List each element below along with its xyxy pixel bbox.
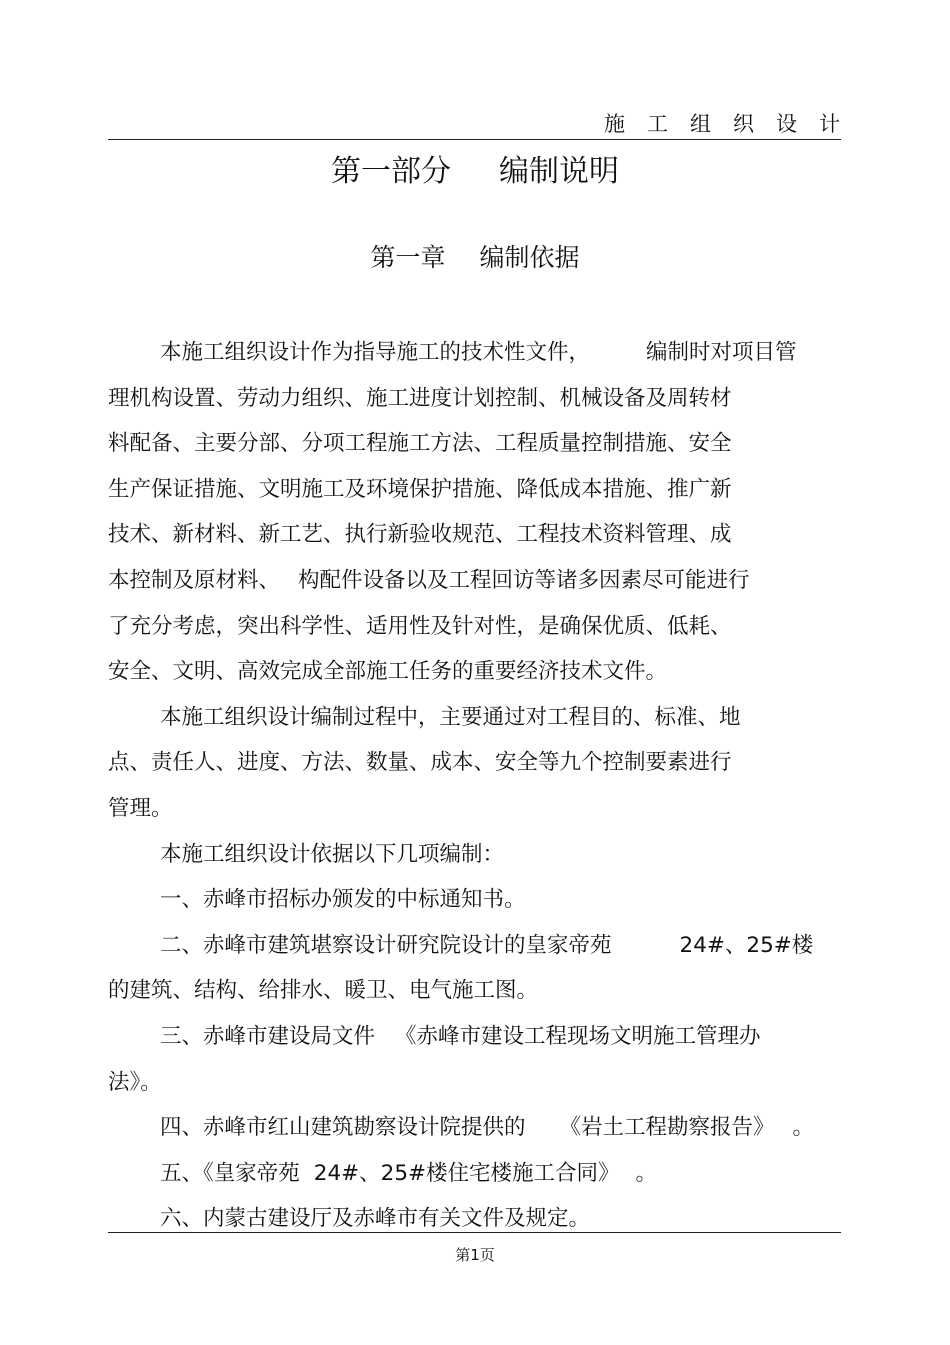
paragraph-line: 本施工组织设计作为指导施工的技术性文件， 编制时对项目管 <box>160 340 797 365</box>
page-number: 第1页 <box>455 1246 495 1264</box>
list-item-continuation: 法》。 <box>108 1069 162 1095</box>
paragraph-line: 管理。 <box>108 795 173 821</box>
chapter-title-label: 第一章 <box>370 243 446 272</box>
list-item: 一、赤峰市招标办颁发的中标通知书。 <box>160 887 526 913</box>
running-header: 施工组织设计 <box>604 112 862 136</box>
list-item: 五、《皇家帝苑 24#、25#楼住宅楼施工合同》 。 <box>160 1160 658 1186</box>
paragraph-line: 本施工组织设计依据以下几项编制： <box>160 841 505 867</box>
list-item-continuation: 的建筑、结构、给排水、暖卫、电气施工图。 <box>108 978 539 1004</box>
header-rule <box>108 139 841 140</box>
paragraph-line: 点、责任人、进度、方法、数量、成本、安全等九个控制要素进行 <box>108 750 732 776</box>
part-title <box>0 146 950 190</box>
list-item: 六、内蒙古建设厅及赤峰市有关文件及规定。 <box>160 1206 591 1232</box>
paragraph-line: 料配备、主要分部、分项工程施工方法、工程质量控制措施、安全 <box>108 431 732 457</box>
paragraph-line: 理机构设置、劳动力组织、施工进度计划控制、机械设备及周转材 <box>108 385 732 411</box>
paragraph-line: 了充分考虑，突出科学性、适用性及针对性，是确保优质、低耗、 <box>108 613 732 639</box>
body-text <box>108 330 844 1242</box>
list-item: 三、赤峰市建设局文件 《赤峰市建设工程现场文明施工管理办 <box>160 1023 761 1049</box>
paragraph-line: 本施工组织设计编制过程中，主要通过对工程目的、标准、地 <box>160 704 741 730</box>
paragraph-line: 技术、新材料、新工艺、执行新验收规范、工程技术资料管理、成 <box>108 522 732 548</box>
footer-rule <box>108 1232 841 1233</box>
part-title-label: 第一部分 <box>331 154 451 189</box>
list-item: 四、赤峰市红山建筑勘察设计院提供的 《岩土工程勘察报告》 。 <box>160 1115 815 1141</box>
chapter-title-name: 编制依据 <box>479 243 580 272</box>
list-item: 二、赤峰市建筑堪察设计研究院设计的皇家帝苑 24#、25#楼 <box>160 932 814 958</box>
part-title-name: 编制说明 <box>499 154 619 189</box>
paragraph-line: 本控制及原材料、 构配件设备以及工程回访等诸多因素尽可能进行 <box>108 567 750 593</box>
chapter-title <box>0 238 950 274</box>
paragraph-line: 生产保证措施、文明施工及环境保护措施、降低成本措施、推广新 <box>108 476 732 502</box>
paragraph-line: 安全、文明、高效完成全部施工任务的重要经济技术文件。 <box>108 659 668 685</box>
